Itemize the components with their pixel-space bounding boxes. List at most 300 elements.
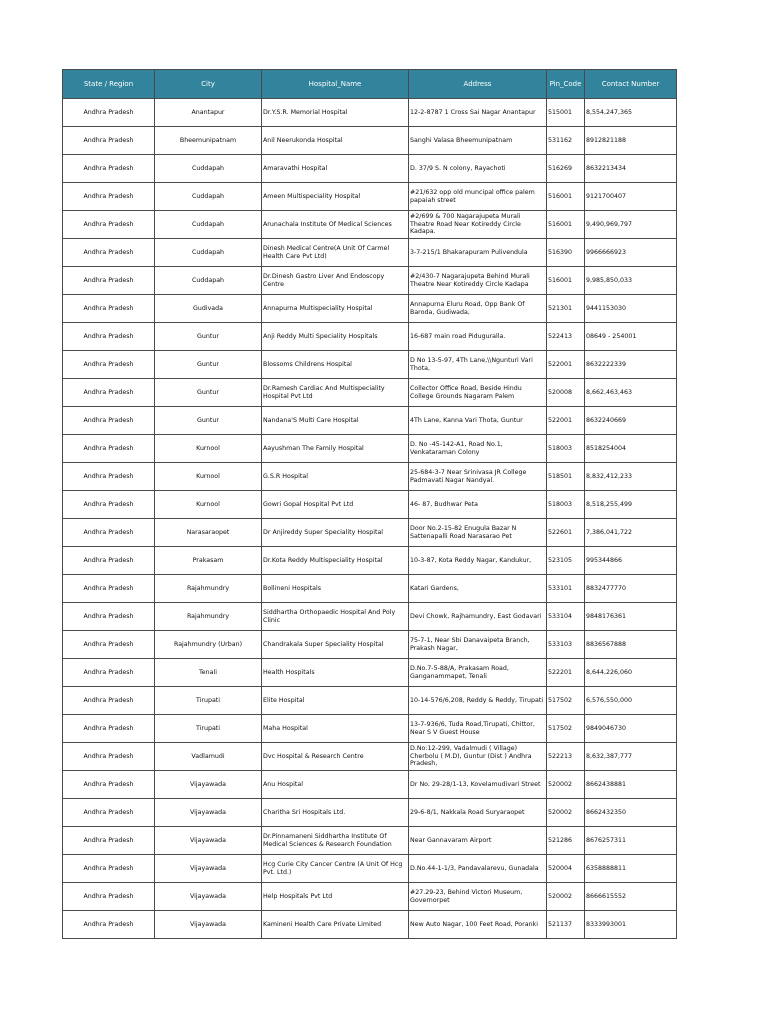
table-row bbox=[63, 575, 677, 603]
cell-address bbox=[409, 827, 547, 855]
cell-state-text: Andhra Pradesh bbox=[83, 612, 134, 620]
cell-address-text: D No 13-5-97, 4Th Lane,\\Ngunturi Vari Thota, bbox=[410, 356, 533, 372]
cell-state-text: Andhra Pradesh bbox=[83, 388, 134, 396]
cell-state bbox=[63, 463, 155, 491]
cell-city bbox=[155, 183, 262, 211]
cell-city-text: Cuddapah bbox=[191, 276, 225, 284]
table-row bbox=[63, 687, 677, 715]
cell-city bbox=[155, 351, 262, 379]
cell-hospital-name bbox=[262, 855, 409, 883]
cell-address-text: 10-14-576/6,208, Reddy & Reddy, Tirupati bbox=[410, 696, 544, 704]
cell-state-text: Andhra Pradesh bbox=[83, 584, 134, 592]
table-row bbox=[63, 211, 677, 239]
cell-hospital-name bbox=[262, 687, 409, 715]
cell-address bbox=[409, 435, 547, 463]
cell-hospital-name bbox=[262, 407, 409, 435]
cell-state-text: Andhra Pradesh bbox=[83, 360, 134, 368]
cell-state-text: Andhra Pradesh bbox=[83, 836, 134, 844]
cell-pin-code-text: 516001 bbox=[548, 220, 573, 228]
cell-state-text: Andhra Pradesh bbox=[83, 556, 134, 564]
cell-address bbox=[409, 799, 547, 827]
cell-state bbox=[63, 855, 155, 883]
cell-address bbox=[409, 911, 547, 939]
cell-pin-code bbox=[547, 659, 585, 687]
cell-state bbox=[63, 323, 155, 351]
cell-city bbox=[155, 771, 262, 799]
cell-hospital-name bbox=[262, 631, 409, 659]
cell-city-text: Anantapur bbox=[191, 108, 225, 116]
cell-state-text: Andhra Pradesh bbox=[83, 640, 134, 648]
cell-address bbox=[409, 99, 547, 127]
cell-city-text: Prakasam bbox=[192, 556, 224, 564]
cell-city-text: Vijayawada bbox=[190, 808, 226, 816]
cell-state bbox=[63, 211, 155, 239]
cell-contact-number-text: 8,662,463,463 bbox=[586, 388, 633, 396]
cell-city-text: Rajahmundry (Urban) bbox=[173, 640, 243, 648]
cell-state bbox=[63, 407, 155, 435]
cell-address-text: 29-6-8/1, Nakkala Road Suryaraopet bbox=[410, 808, 525, 816]
cell-contact-number bbox=[585, 407, 677, 435]
cell-contact-number-text: 08649 - 254001 bbox=[586, 332, 637, 340]
cell-address bbox=[409, 295, 547, 323]
table-row bbox=[63, 743, 677, 771]
table-row bbox=[63, 603, 677, 631]
cell-city bbox=[155, 127, 262, 155]
cell-pin-code bbox=[547, 295, 585, 323]
cell-city bbox=[155, 519, 262, 547]
cell-pin-code bbox=[547, 547, 585, 575]
cell-city-text: Cuddapah bbox=[191, 220, 225, 228]
cell-contact-number-text: 9121700407 bbox=[586, 192, 627, 200]
cell-pin-code bbox=[547, 99, 585, 127]
cell-pin-code bbox=[547, 799, 585, 827]
cell-hospital-name bbox=[262, 771, 409, 799]
cell-state-text: Andhra Pradesh bbox=[83, 808, 134, 816]
cell-contact-number-text: 8333993001 bbox=[586, 920, 627, 928]
cell-address-text: Annapurna Eluru Road, Opp Bank Of Baroda, Gudiwada, bbox=[410, 300, 525, 316]
cell-city bbox=[155, 827, 262, 855]
table-row bbox=[63, 99, 677, 127]
cell-city bbox=[155, 603, 262, 631]
cell-city bbox=[155, 267, 262, 295]
cell-contact-number-text: 8,632,387,777 bbox=[586, 752, 633, 760]
cell-state-text: Andhra Pradesh bbox=[83, 192, 134, 200]
cell-city bbox=[155, 323, 262, 351]
cell-hospital-name-text: Dr.Dinesh Gastro Liver And Endoscopy Centre bbox=[263, 272, 385, 288]
cell-hospital-name bbox=[262, 267, 409, 295]
cell-contact-number-text: 9848176361 bbox=[586, 612, 627, 620]
cell-contact-number bbox=[585, 183, 677, 211]
cell-state bbox=[63, 155, 155, 183]
cell-contact-number-text: 9441153030 bbox=[586, 304, 627, 312]
cell-hospital-name bbox=[262, 603, 409, 631]
cell-pin-code bbox=[547, 491, 585, 519]
table-row bbox=[63, 463, 677, 491]
cell-city-text: Kurnool bbox=[196, 444, 220, 452]
cell-hospital-name-text: Amaravathi Hospital bbox=[263, 164, 328, 172]
table-row bbox=[63, 771, 677, 799]
cell-pin-code-text: 516001 bbox=[548, 276, 573, 284]
cell-address-text: D. No -45-142-A1, Road No.1, Venkataraman Colony bbox=[410, 440, 503, 456]
cell-contact-number bbox=[585, 435, 677, 463]
cell-address bbox=[409, 883, 547, 911]
cell-pin-code-text: 516269 bbox=[548, 164, 573, 172]
cell-hospital-name-text: G.S.R Hospital bbox=[263, 472, 308, 480]
cell-state-text: Andhra Pradesh bbox=[83, 864, 134, 872]
cell-pin-code-text: 533103 bbox=[548, 640, 573, 648]
cell-hospital-name bbox=[262, 715, 409, 743]
cell-hospital-name-text: Dinesh Medical Centre(A Unit Of Carmel Health Care Pvt Ltd) bbox=[263, 244, 390, 260]
cell-state bbox=[63, 771, 155, 799]
cell-address-text: Devi Chowk, Rajhamundry, East Godavari bbox=[410, 612, 542, 620]
cell-state-text: Andhra Pradesh bbox=[83, 472, 134, 480]
cell-state-text: Andhra Pradesh bbox=[83, 668, 134, 676]
cell-city-text: Kurnool bbox=[196, 472, 220, 480]
cell-contact-number-text: 8,554,247,365 bbox=[586, 108, 633, 116]
table-row bbox=[63, 127, 677, 155]
cell-contact-number bbox=[585, 659, 677, 687]
cell-hospital-name bbox=[262, 463, 409, 491]
cell-hospital-name-text: Charitha Sri Hospitals Ltd. bbox=[263, 808, 346, 816]
table-row bbox=[63, 379, 677, 407]
cell-pin-code bbox=[547, 351, 585, 379]
cell-address-text: Sanghi Valasa Bheemunipatnam bbox=[410, 136, 513, 144]
header-contact-number: Contact Number bbox=[585, 70, 677, 99]
cell-city bbox=[155, 211, 262, 239]
cell-city bbox=[155, 379, 262, 407]
cell-address bbox=[409, 659, 547, 687]
cell-city-text: Vijayawada bbox=[190, 780, 226, 788]
table-row bbox=[63, 351, 677, 379]
cell-contact-number bbox=[585, 127, 677, 155]
cell-city bbox=[155, 435, 262, 463]
cell-state bbox=[63, 743, 155, 771]
cell-contact-number bbox=[585, 883, 677, 911]
header-city: City bbox=[155, 70, 262, 99]
cell-hospital-name bbox=[262, 211, 409, 239]
cell-pin-code-text: 533104 bbox=[548, 612, 573, 620]
cell-contact-number-text: 8662432350 bbox=[586, 808, 627, 816]
cell-address-text: #21/632 opp old muncipal office palem papaiah street bbox=[410, 188, 535, 204]
cell-contact-number-text: 9966666923 bbox=[586, 248, 627, 256]
cell-city bbox=[155, 239, 262, 267]
cell-pin-code-text: 521286 bbox=[548, 836, 573, 844]
cell-state bbox=[63, 799, 155, 827]
cell-contact-number bbox=[585, 687, 677, 715]
cell-state-text: Andhra Pradesh bbox=[83, 276, 134, 284]
cell-contact-number-text: 8666615552 bbox=[586, 892, 627, 900]
cell-contact-number-text: 8676257311 bbox=[586, 836, 627, 844]
cell-city bbox=[155, 547, 262, 575]
cell-city-text: Vijayawada bbox=[190, 864, 226, 872]
cell-state-text: Andhra Pradesh bbox=[83, 892, 134, 900]
cell-hospital-name-text: Dr.Kota Reddy Multispeciality Hospital bbox=[263, 556, 383, 564]
cell-state bbox=[63, 99, 155, 127]
cell-contact-number bbox=[585, 855, 677, 883]
table-row bbox=[63, 407, 677, 435]
cell-address-text: #27.29-23, Behind Victori Museum, Governorpet bbox=[410, 888, 523, 904]
cell-state-text: Andhra Pradesh bbox=[83, 500, 134, 508]
cell-city-text: Guntur bbox=[197, 332, 219, 340]
cell-contact-number-text: 8912821188 bbox=[586, 136, 627, 144]
cell-hospital-name bbox=[262, 743, 409, 771]
cell-address bbox=[409, 407, 547, 435]
cell-contact-number bbox=[585, 379, 677, 407]
cell-address bbox=[409, 855, 547, 883]
cell-address-text: 25-684-3-7 Near Srinivasa JR College Padmavati Nagar Nandyal. bbox=[410, 468, 527, 484]
cell-pin-code-text: 521301 bbox=[548, 304, 573, 312]
cell-state bbox=[63, 547, 155, 575]
cell-contact-number bbox=[585, 631, 677, 659]
cell-city-text: Gudivada bbox=[192, 304, 224, 312]
table-row bbox=[63, 239, 677, 267]
table-row bbox=[63, 295, 677, 323]
cell-hospital-name-text: Kamineni Health Care Private Limited bbox=[263, 920, 382, 928]
cell-state bbox=[63, 183, 155, 211]
cell-state-text: Andhra Pradesh bbox=[83, 444, 134, 452]
cell-pin-code-text: 522201 bbox=[548, 668, 573, 676]
cell-hospital-name-text: Hcg Curie City Cancer Centre (A Unit Of Hcg Pvt. Ltd.) bbox=[263, 860, 403, 876]
cell-city-text: Vijayawada bbox=[190, 836, 226, 844]
cell-hospital-name-text: Dr Anjireddy Super Speciality Hospital bbox=[263, 528, 384, 536]
cell-hospital-name bbox=[262, 295, 409, 323]
cell-city bbox=[155, 631, 262, 659]
header-pin-code: Pin_Code bbox=[547, 70, 585, 99]
cell-pin-code bbox=[547, 827, 585, 855]
table-row bbox=[63, 323, 677, 351]
table-row bbox=[63, 183, 677, 211]
cell-contact-number-text: 995344866 bbox=[586, 556, 623, 564]
cell-address-text: 75-7-1, Near Sbi Danavaipeta Branch, Prakash Nagar, bbox=[410, 636, 530, 652]
cell-address-text: 3-7-215/1 Bhakarapuram Pulivendula bbox=[410, 248, 528, 256]
cell-hospital-name-text: Blossoms Childrens Hospital bbox=[263, 360, 352, 368]
cell-contact-number bbox=[585, 547, 677, 575]
cell-address bbox=[409, 239, 547, 267]
cell-contact-number-text: 8662438881 bbox=[586, 780, 627, 788]
cell-city bbox=[155, 463, 262, 491]
cell-hospital-name-text: Health Hospitals bbox=[263, 668, 315, 676]
cell-state bbox=[63, 631, 155, 659]
table-row bbox=[63, 547, 677, 575]
cell-hospital-name bbox=[262, 183, 409, 211]
cell-state-text: Andhra Pradesh bbox=[83, 920, 134, 928]
cell-pin-code bbox=[547, 519, 585, 547]
cell-city bbox=[155, 99, 262, 127]
cell-contact-number bbox=[585, 491, 677, 519]
cell-pin-code-text: 515001 bbox=[548, 108, 573, 116]
cell-hospital-name bbox=[262, 827, 409, 855]
cell-contact-number bbox=[585, 743, 677, 771]
cell-city-text: Cuddapah bbox=[191, 248, 225, 256]
cell-state bbox=[63, 603, 155, 631]
cell-hospital-name bbox=[262, 659, 409, 687]
cell-address-text: 46- 87, Budhwar Peta bbox=[410, 500, 478, 508]
cell-address-text: D.No.44-1-1/3, Pandavalarevu, Gunadala bbox=[410, 864, 539, 872]
cell-contact-number bbox=[585, 911, 677, 939]
cell-pin-code-text: 520002 bbox=[548, 808, 573, 816]
cell-hospital-name-text: Aayushman The Family Hospital bbox=[263, 444, 364, 452]
cell-hospital-name-text: Chandrakala Super Speciality Hospital bbox=[263, 640, 384, 648]
cell-city bbox=[155, 855, 262, 883]
cell-state bbox=[63, 351, 155, 379]
cell-address bbox=[409, 267, 547, 295]
cell-pin-code-text: 518003 bbox=[548, 500, 573, 508]
cell-hospital-name bbox=[262, 547, 409, 575]
cell-state-text: Andhra Pradesh bbox=[83, 136, 134, 144]
cell-hospital-name-text: Help Hospitals Pvt Ltd bbox=[263, 892, 333, 900]
cell-contact-number bbox=[585, 799, 677, 827]
cell-state-text: Andhra Pradesh bbox=[83, 416, 134, 424]
cell-hospital-name-text: Dvc Hospital & Research Centre bbox=[263, 752, 364, 760]
table-row bbox=[63, 267, 677, 295]
cell-address-text: D.No.7-5-88/A, Prakasam Road, Ganganammapet, Tenali bbox=[410, 664, 509, 680]
cell-pin-code bbox=[547, 323, 585, 351]
cell-contact-number bbox=[585, 323, 677, 351]
cell-state-text: Andhra Pradesh bbox=[83, 220, 134, 228]
cell-state bbox=[63, 575, 155, 603]
cell-contact-number bbox=[585, 603, 677, 631]
cell-city-text: Kurnool bbox=[196, 500, 220, 508]
cell-contact-number-text: 8832477770 bbox=[586, 584, 627, 592]
cell-contact-number-text: 8518254004 bbox=[586, 444, 627, 452]
cell-address bbox=[409, 743, 547, 771]
header-address: Address bbox=[409, 70, 547, 99]
cell-state bbox=[63, 379, 155, 407]
cell-pin-code-text: 518501 bbox=[548, 472, 573, 480]
cell-contact-number bbox=[585, 771, 677, 799]
cell-pin-code bbox=[547, 407, 585, 435]
cell-address bbox=[409, 687, 547, 715]
cell-address-text: D. 37/9 S. N colony, Rayachoti bbox=[410, 164, 506, 172]
cell-state-text: Andhra Pradesh bbox=[83, 528, 134, 536]
cell-city-text: Cuddapah bbox=[191, 164, 225, 172]
cell-contact-number-text: 7,386,041,722 bbox=[586, 528, 633, 536]
cell-hospital-name-text: Dr.Y.S.R. Memorial Hospital bbox=[263, 108, 348, 116]
cell-hospital-name-text: Anji Reddy Multi Speciality Hospitals bbox=[263, 332, 378, 340]
cell-state bbox=[63, 687, 155, 715]
cell-contact-number bbox=[585, 351, 677, 379]
cell-address bbox=[409, 519, 547, 547]
cell-city-text: Tirupati bbox=[195, 696, 221, 704]
cell-state bbox=[63, 267, 155, 295]
cell-hospital-name-text: Elite Hospital bbox=[263, 696, 305, 704]
cell-hospital-name bbox=[262, 519, 409, 547]
cell-contact-number-text: 8,644,226,060 bbox=[586, 668, 633, 676]
cell-pin-code bbox=[547, 267, 585, 295]
cell-state-text: Andhra Pradesh bbox=[83, 304, 134, 312]
cell-state-text: Andhra Pradesh bbox=[83, 164, 134, 172]
cell-hospital-name bbox=[262, 155, 409, 183]
cell-city bbox=[155, 687, 262, 715]
header-hospital-name: Hospital_Name bbox=[262, 70, 409, 99]
cell-city bbox=[155, 295, 262, 323]
table-row bbox=[63, 519, 677, 547]
cell-hospital-name bbox=[262, 883, 409, 911]
cell-hospital-name bbox=[262, 351, 409, 379]
header-row bbox=[63, 70, 677, 99]
cell-city bbox=[155, 715, 262, 743]
cell-pin-code bbox=[547, 155, 585, 183]
cell-hospital-name bbox=[262, 379, 409, 407]
cell-hospital-name bbox=[262, 435, 409, 463]
cell-city bbox=[155, 575, 262, 603]
cell-pin-code bbox=[547, 463, 585, 491]
cell-contact-number-text: 9,985,850,033 bbox=[586, 276, 633, 284]
cell-address bbox=[409, 547, 547, 575]
cell-pin-code-text: 522213 bbox=[548, 752, 573, 760]
cell-address bbox=[409, 211, 547, 239]
cell-pin-code-text: 520004 bbox=[548, 864, 573, 872]
cell-address bbox=[409, 715, 547, 743]
cell-address bbox=[409, 127, 547, 155]
cell-contact-number bbox=[585, 267, 677, 295]
cell-city-text: Vijayawada bbox=[190, 892, 226, 900]
cell-hospital-name bbox=[262, 239, 409, 267]
cell-state-text: Andhra Pradesh bbox=[83, 108, 134, 116]
hospital-table-container bbox=[62, 69, 676, 939]
cell-pin-code-text: 520002 bbox=[548, 780, 573, 788]
cell-state-text: Andhra Pradesh bbox=[83, 696, 134, 704]
cell-contact-number bbox=[585, 575, 677, 603]
cell-hospital-name-text: Arunachala Institute Of Medical Sciences bbox=[263, 220, 392, 228]
cell-hospital-name-text: Anil Neerukonda Hospital bbox=[263, 136, 343, 144]
cell-address bbox=[409, 155, 547, 183]
cell-contact-number bbox=[585, 519, 677, 547]
cell-pin-code bbox=[547, 211, 585, 239]
table-row bbox=[63, 827, 677, 855]
cell-address bbox=[409, 463, 547, 491]
cell-contact-number-text: 6358888811 bbox=[586, 864, 627, 872]
cell-pin-code-text: 522413 bbox=[548, 332, 573, 340]
cell-pin-code-text: 517502 bbox=[548, 696, 573, 704]
cell-contact-number-text: 8,832,412,233 bbox=[586, 472, 633, 480]
cell-address-text: D.No:12-299, Vadalmudi ( Village) Cherbolu ( M.D), Guntur (Dist ) Andhra Pradesh, bbox=[410, 745, 532, 768]
cell-city-text: Bheemunipatnam bbox=[179, 136, 237, 144]
cell-pin-code-text: 520008 bbox=[548, 388, 573, 396]
cell-hospital-name bbox=[262, 99, 409, 127]
cell-pin-code bbox=[547, 771, 585, 799]
cell-contact-number bbox=[585, 99, 677, 127]
cell-pin-code bbox=[547, 743, 585, 771]
cell-pin-code-text: 533101 bbox=[548, 584, 573, 592]
cell-city-text: Cuddapah bbox=[191, 192, 225, 200]
cell-pin-code bbox=[547, 239, 585, 267]
cell-city bbox=[155, 743, 262, 771]
cell-contact-number bbox=[585, 155, 677, 183]
cell-address-text: Near Gannavaram Airport bbox=[410, 836, 492, 844]
table-body bbox=[63, 99, 677, 939]
cell-address bbox=[409, 575, 547, 603]
cell-pin-code-text: 522601 bbox=[548, 528, 573, 536]
cell-pin-code bbox=[547, 575, 585, 603]
cell-city-text: Narasaraopet bbox=[186, 528, 230, 536]
cell-contact-number bbox=[585, 295, 677, 323]
cell-state bbox=[63, 883, 155, 911]
cell-hospital-name-text: Siddhartha Orthopaedic Hospital And Poly Clinic bbox=[263, 608, 396, 624]
cell-city-text: Rajahmundry bbox=[186, 584, 230, 592]
cell-hospital-name-text: Anu Hospital bbox=[263, 780, 303, 788]
cell-city-text: Tirupati bbox=[195, 724, 221, 732]
table-row bbox=[63, 883, 677, 911]
cell-hospital-name bbox=[262, 911, 409, 939]
cell-address-text: Katari Gardens, bbox=[410, 584, 459, 592]
cell-state-text: Andhra Pradesh bbox=[83, 780, 134, 788]
cell-city-text: Vijayawada bbox=[190, 920, 226, 928]
table-row bbox=[63, 799, 677, 827]
cell-state-text: Andhra Pradesh bbox=[83, 752, 134, 760]
cell-hospital-name-text: Maha Hospital bbox=[263, 724, 308, 732]
table-row bbox=[63, 911, 677, 939]
